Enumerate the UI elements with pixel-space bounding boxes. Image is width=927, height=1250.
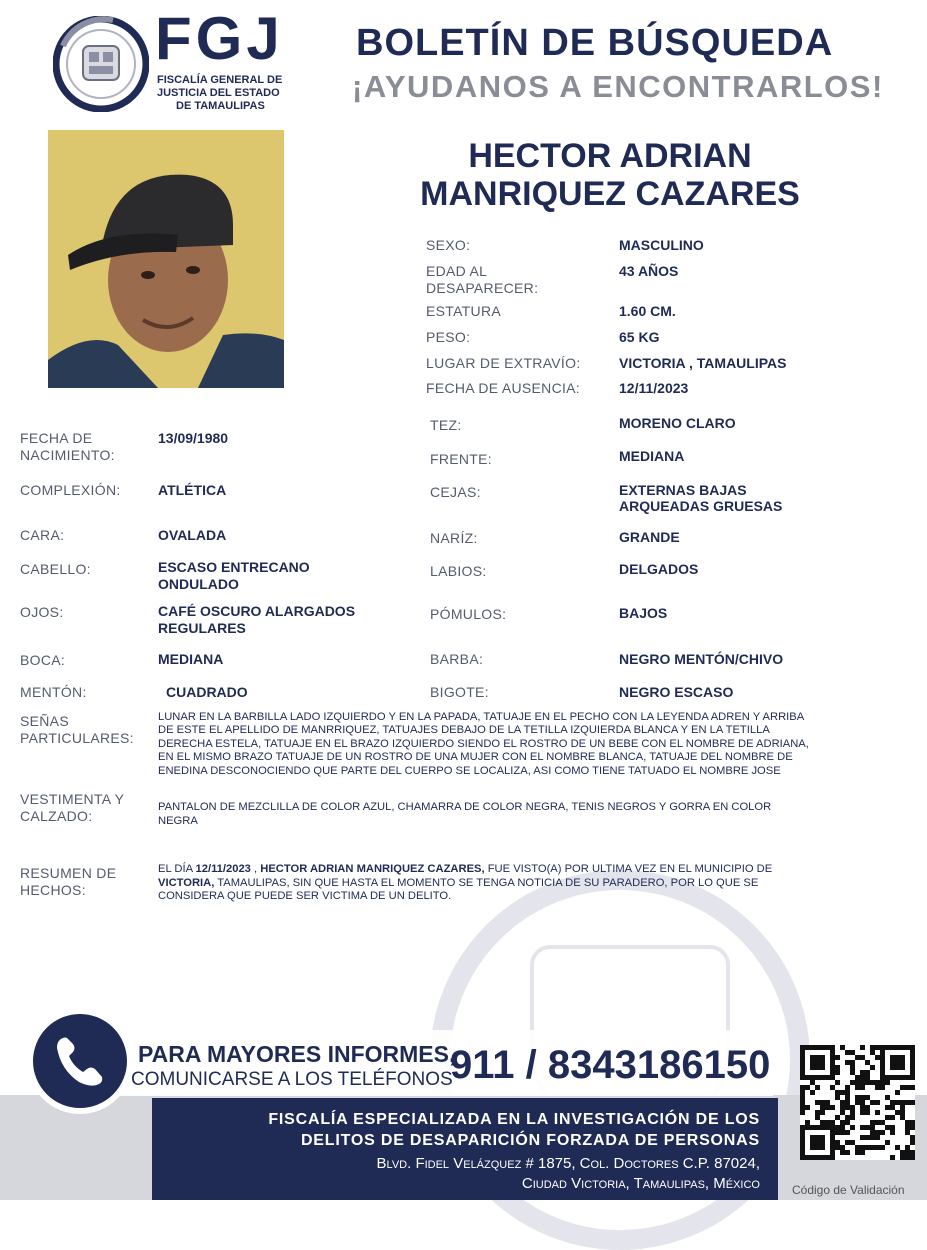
qr-module	[830, 1105, 835, 1110]
resumen-place: VICTORIA,	[158, 877, 215, 889]
qr-module	[885, 1140, 890, 1145]
value-lugar: VICTORIA , TAMAULIPAS	[619, 355, 787, 371]
value-boca: MEDIANA	[158, 651, 224, 667]
resumen-line-1	[158, 862, 772, 876]
value-barba: NEGRO MENTÓN/CHIVO	[619, 651, 784, 667]
qr-module	[835, 1070, 840, 1075]
resumen-text-3: FUE VISTO(A) POR ULTIMA VEZ EN EL MUNICIPIO DE	[484, 863, 773, 875]
qr-module	[910, 1085, 915, 1090]
senas-line-5: ENEDINA DESCONOCIENDO QUE PARTE DEL CUERPO SE LOCALIZA, ASI COMO TIENE TATUADO EL NOMBRE JOSE	[158, 765, 781, 777]
qr-module	[820, 1145, 825, 1150]
value-cabello-line2: ONDULADO	[158, 576, 239, 592]
label-edad-line2: DESAPARECER:	[426, 280, 539, 296]
label-nacimiento-line2: NACIMIENTO:	[20, 447, 115, 463]
contact-phones: 911 / 8343186150	[450, 1043, 771, 1087]
value-menton: CUADRADO	[166, 684, 248, 700]
value-edad: 43 AÑOS	[619, 263, 679, 279]
label-cabello: CABELLO:	[20, 561, 91, 577]
value-labios: DELGADOS	[619, 561, 699, 577]
label-tez: TEZ:	[430, 417, 462, 433]
qr-module	[800, 1110, 805, 1115]
footer-line2: DELITOS DE DESAPARICIÓN FORZADA DE PERSONAS	[300, 1132, 760, 1149]
value-pomulos: BAJOS	[619, 605, 668, 621]
footer-address1: Blvd. Fidel Velázquez # 1875, Col. Doctores C.P. 87024,	[376, 1155, 760, 1172]
qr-module	[880, 1145, 885, 1150]
label-labios: LABIOS:	[430, 563, 487, 579]
qr-module	[820, 1110, 825, 1115]
qr-module	[890, 1130, 895, 1135]
person-name-line1: HECTOR ADRIAN	[468, 137, 752, 175]
footer-line1: FISCALÍA ESPECIALIZADA EN LA INVESTIGACIÓN DE LOS	[268, 1111, 760, 1128]
contact-line2: COMUNICARSE A LOS TELÉFONOS	[131, 1069, 453, 1090]
label-edad-line1: EDAD AL	[426, 263, 488, 279]
qr-module	[865, 1110, 870, 1115]
value-fecha-ausencia: 12/11/2023	[619, 380, 689, 396]
qr-module	[880, 1085, 885, 1090]
qr-module	[875, 1100, 880, 1105]
label-estatura: ESTATURA	[426, 303, 501, 319]
logo-letters: FGJ	[155, 5, 284, 72]
label-cejas: CEJAS:	[430, 484, 481, 500]
qr-module	[875, 1110, 880, 1115]
qr-module	[860, 1045, 865, 1050]
label-barba: BARBA:	[430, 651, 484, 667]
qr-module	[910, 1155, 915, 1160]
label-peso: PESO:	[426, 329, 471, 345]
value-nacimiento: 13/09/1980	[158, 430, 229, 446]
qr-module	[820, 1065, 825, 1070]
label-menton: MENTÓN:	[20, 684, 87, 700]
value-peso: 65 KG	[619, 329, 660, 345]
label-bigote: BIGOTE:	[430, 684, 489, 700]
value-cejas-line1: EXTERNAS BAJAS	[619, 482, 747, 498]
value-ojos-line1: CAFÉ OSCURO ALARGADOS	[158, 603, 356, 619]
label-lugar: LUGAR DE EXTRAVÍO:	[426, 355, 581, 371]
qr-module	[805, 1105, 810, 1110]
label-boca: BOCA:	[20, 652, 66, 668]
value-frente: MEDIANA	[619, 448, 685, 464]
label-senas-line1: SEÑAS	[20, 713, 69, 729]
senas-line-4: EN EL MISMO BRAZO TATUAJE DE UN ROSTRO DE UNA MUJER CON EL NOMBRE BLANCA, TATUAJE DEL NOMBRE DE	[158, 751, 793, 763]
resumen-text-4: TAMAULIPAS, SIN QUE HASTA EL MOMENTO SE TENGA NOTICIA DE SU PARADERO, POR LO QUE SE	[214, 877, 759, 889]
qr-module	[890, 1115, 895, 1120]
label-complexion: COMPLEXIÓN:	[20, 482, 121, 498]
resumen-name: HECTOR ADRIAN MANRIQUEZ CAZARES,	[260, 863, 485, 875]
qr-module	[900, 1065, 905, 1070]
label-fecha-ausencia: FECHA DE AUSENCIA:	[426, 380, 580, 396]
qr-module	[880, 1130, 885, 1135]
resumen-line-3: CONSIDERA QUE PUEDE SER VICTIMA DE UN DELITO.	[158, 890, 452, 902]
resumen-text-2: ,	[250, 863, 261, 875]
bulletin-title: BOLETÍN DE BÚSQUEDA	[356, 22, 834, 64]
value-complexion: ATLÉTICA	[158, 482, 227, 498]
logo-text-line2: JUSTICIA DEL ESTADO	[157, 87, 280, 99]
senas-line-1: LUNAR EN LA BARBILLA LADO IZQUIERDO Y EN LA PAPADA, TATUAJE EN EL PECHO CON LA LEYENDA ADREN Y ARRIBA	[158, 711, 805, 723]
label-frente: FRENTE:	[430, 451, 492, 467]
label-sexo: SEXO:	[426, 237, 471, 253]
qr-module	[860, 1150, 865, 1155]
resumen-date: 12/11/2023	[195, 863, 251, 875]
qr-module	[850, 1125, 855, 1130]
vestimenta-line-2: NEGRA	[158, 815, 198, 827]
qr-module	[830, 1155, 835, 1160]
value-estatura: 1.60 CM.	[619, 303, 676, 319]
vestimenta-line-1: PANTALON DE MEZCLILLA DE COLOR AZUL, CHAMARRA DE COLOR NEGRA, TENIS NEGROS Y GORRA EN COLOR	[158, 801, 772, 813]
fgj-seal-icon	[53, 16, 149, 112]
qr-module	[850, 1115, 855, 1120]
value-cara: OVALADA	[158, 527, 227, 543]
qr-module	[910, 1100, 915, 1105]
label-ojos: OJOS:	[20, 604, 64, 620]
qr-module	[845, 1150, 850, 1155]
qr-module	[895, 1090, 900, 1095]
label-senas-line2: PARTICULARES:	[20, 730, 134, 746]
contact-line1: PARA MAYORES INFORMES,	[138, 1041, 456, 1067]
qr-module	[835, 1080, 840, 1085]
logo-text-line1: FISCALÍA GENERAL DE	[157, 74, 283, 86]
qr-module	[910, 1125, 915, 1130]
label-vestimenta-line1: VESTIMENTA Y	[20, 791, 125, 807]
label-cara: CARA:	[20, 527, 65, 543]
senas-line-3: DERECHA ESTELA, TATUAJE EN EL BRAZO IZQUIERDO SIENDO EL ROSTRO DE UN BEBE CON EL NOMBRE DE ADRIANA,	[158, 738, 809, 750]
phone-icon	[27, 1008, 133, 1114]
qr-module	[875, 1135, 880, 1140]
senas-line-2: DE ESTE EL APELLIDO DE MANRRIQUEZ, TATUAJES DEBAJO DE LA TETILLA IZQUIERDA BLANCA Y EN LA TETILLA	[158, 724, 770, 736]
resumen-text-1: EL DÍA	[158, 863, 196, 875]
qr-code-icon[interactable]	[800, 1045, 915, 1160]
value-tez: MORENO CLARO	[619, 415, 736, 431]
value-sexo: MASCULINO	[619, 237, 704, 253]
qr-module	[890, 1155, 895, 1160]
qr-module	[910, 1075, 915, 1080]
person-name-line2: MANRIQUEZ CAZARES	[420, 175, 800, 213]
qr-module	[870, 1065, 875, 1070]
qr-caption: Código de Validación	[792, 1183, 905, 1197]
qr-module	[845, 1130, 850, 1135]
qr-module	[885, 1080, 890, 1085]
value-cabello-line1: ESCASO ENTRECANO	[158, 559, 310, 575]
label-pomulos: PÓMULOS:	[430, 606, 507, 622]
label-resumen-line2: HECHOS:	[20, 882, 86, 898]
qr-module	[910, 1140, 915, 1145]
label-vestimenta-line2: CALZADO:	[20, 808, 93, 824]
footer-address2: Ciudad Victoria, Tamaulipas, México	[521, 1175, 760, 1192]
value-nariz: GRANDE	[619, 529, 680, 545]
qr-module	[815, 1085, 820, 1090]
logo-text-line3: DE TAMAULIPAS	[176, 100, 265, 112]
label-resumen-line1: RESUMEN DE	[20, 865, 117, 881]
value-bigote: NEGRO ESCASO	[619, 684, 734, 700]
value-ojos-line2: REGULARES	[158, 620, 246, 636]
bulletin-subtitle: ¡AYUDANOS A ENCONTRARLOS!	[352, 69, 884, 104]
resumen-line-2	[158, 876, 758, 890]
qr-module	[810, 1090, 815, 1095]
person-photo	[48, 130, 284, 388]
value-cejas-line2: ARQUEADAS GRUESAS	[619, 498, 783, 514]
qr-module	[860, 1085, 865, 1090]
qr-module	[835, 1055, 840, 1060]
label-nacimiento-line1: FECHA DE	[20, 430, 93, 446]
label-nariz: NARÍZ:	[430, 530, 478, 546]
